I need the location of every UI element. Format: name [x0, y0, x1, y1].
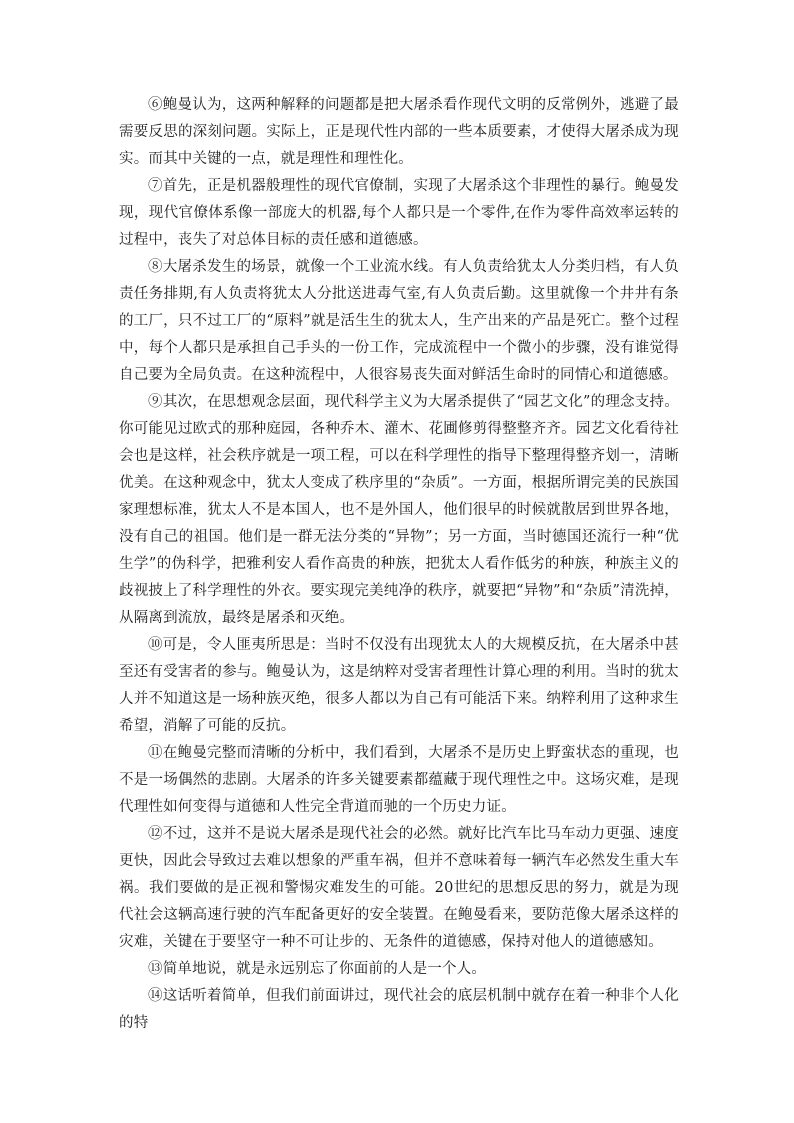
paragraph-9: ⑨其次，在思想观念层面，现代科学主义为大屠杀提供了“园艺文化”的理念支持。你可能见过欧式的那种庭园，各种乔木、灌木、花圃修剪得整整齐齐。园艺文化看待社会也是这样，社会秩序就是一项工程，可以在科学理性的指导下整理得整齐划一，清晰优美。在这种观念中，犹太人变成了秩序里的“杂质”。一方面，根据所谓完美的民族国家理想标准，犹太人不是本国人，也不是外国人，他们很早的时候就散居到世界各地，没有自己的祖国。他们是一群无法分类的“异物”；另一方面，当时德国还流行一种“优生学”的伪科学，把雅利安人看作高贵的种族，把犹太人看作低劣的种族，种族主义的歧视披上了科学理性的外衣。要实现完美纯净的秩序，就要把“异物”和“杂质”清洗掉，从隔离到流放，最终是屠杀和灭绝。 — [119, 394, 679, 626]
paragraph-11: ⑪在鲍曼完整而清晰的分析中，我们看到，大屠杀不是历史上野蛮状态的重现，也不是一场偶然的悲剧。大屠杀的许多关键要素都蕴藏于现代理性之中。这场灾难，是现代理性如何变得与道德和人性完全背道而驰的一个历史力证。 — [119, 745, 679, 815]
paragraph-7: ⑦首先，正是机器般理性的现代官僚制，实现了大屠杀这个非理性的暴行。鲍曼发现，现代官僚体系像一部庞大的机器,每个人都只是一个零件,在作为零件高效率运转的过程中，丧失了对总体目标的责任感和道德感。 — [119, 178, 679, 248]
paragraph-6: ⑥鲍曼认为，这两种解释的问题都是把大屠杀看作现代文明的反常例外，逃避了最需要反思的深刻问题。实际上，正是现代性内部的一些本质要素，才使得大屠杀成为现实。而其中关键的一点，就是理性和理性化。 — [119, 97, 679, 167]
paragraph-8: ⑧大屠杀发生的场景，就像一个工业流水线。有人负责给犹太人分类归档，有人负责任务排期,有人负责将犹太人分批送进毒气室,有人负责后勤。这里就像一个井井有条的工厂，只不过工厂的“原料”就是活生生的犹太人，生产出来的产品是死亡。整个过程中，每个人都只是承担自己手头的一份工作，完成流程中一个微小的步骤，没有谁觉得自己要为全局负责。在这种流程中，人很容易丧失面对鲜活生命时的同情心和道德感。 — [119, 259, 679, 383]
document-body — [119, 92, 679, 1037]
paragraph-12: ⑫不过，这并不是说大屠杀是现代社会的必然。就好比汽车比马车动力更强、速度更快，因此会导致过去难以想象的严重车祸，但并不意味着每一辆汽车必然发生重大车祸。我们要做的是正视和警惕灾难发生的可能。20世纪的思想反思的努力，就是为现代社会这辆高速行驶的汽车配备更好的安全装置。在鲍曼看来，要防范像大屠杀这样的灾难，关键在于要坚守一种不可让步的、无条件的道德感，保持对他人的道德感知。 — [119, 826, 679, 950]
paragraph-10: ⑩可是，令人匪夷所思是：当时不仅没有出现犹太人的大规模反抗，在大屠杀中甚至还有受害者的参与。鲍曼认为，这是纳粹对受害者理性计算心理的利用。当时的犹太人并不知道这是一场种族灭绝，很多人都以为自己有可能活下来。纳粹利用了这种求生希望，消解了可能的反抗。 — [119, 637, 679, 734]
paragraph-13: ⑬简单地说，就是永远别忘了你面前的人是一个人。 — [148, 961, 487, 977]
paragraph-14: ⑭这话听着简单，但我们前面讲过，现代社会的底层机制中就存在着一种非个人化的特 — [119, 988, 679, 1031]
